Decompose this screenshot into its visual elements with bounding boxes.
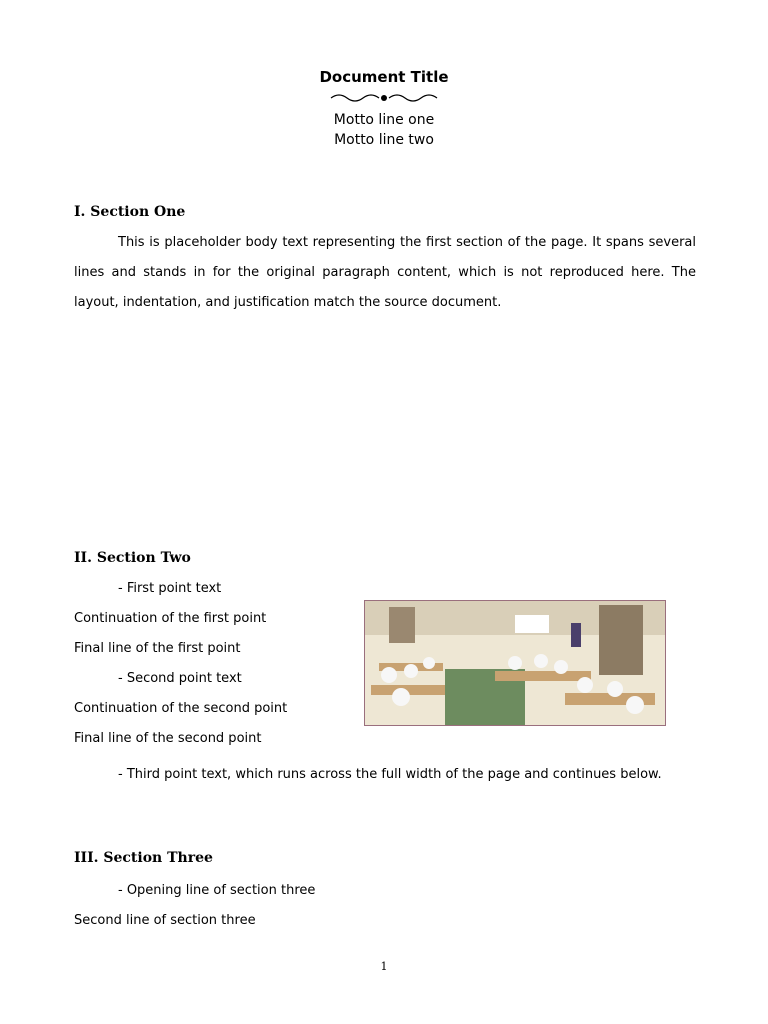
- section-heading: I. Section One: [74, 204, 186, 220]
- body-paragraph: Final line of the second point: [74, 731, 262, 746]
- page-number: 1: [380, 960, 388, 973]
- body-paragraph: - Opening line of section three: [118, 883, 316, 898]
- section-heading: II. Section Two: [74, 550, 191, 566]
- page-title: Document Title: [319, 68, 449, 86]
- body-paragraph: Final line of the first point: [74, 641, 241, 656]
- body-paragraph: - Third point text, which runs across the full width of the page and continues below.: [118, 767, 662, 782]
- motto-line: Motto line two: [334, 132, 434, 148]
- body-paragraph: Continuation of the second point: [74, 701, 288, 716]
- body-paragraph: - First point text: [118, 581, 222, 596]
- body-paragraph: Second line of section three: [74, 913, 256, 928]
- title-block: [0, 68, 768, 148]
- classroom-photo: [364, 600, 666, 726]
- motto-line: Motto line one: [333, 112, 435, 128]
- section-heading: III. Section Three: [74, 850, 213, 866]
- body-paragraph: This is placeholder body text representing the first section of the page. It spans several lines and stands in for the original paragraph content, which is not reproduced here. The layout, indentation, and justification match the source document.: [74, 235, 696, 310]
- body-paragraph: Continuation of the first point: [74, 611, 267, 626]
- ornament-divider: [329, 92, 439, 104]
- body-paragraph: - Second point text: [118, 671, 242, 686]
